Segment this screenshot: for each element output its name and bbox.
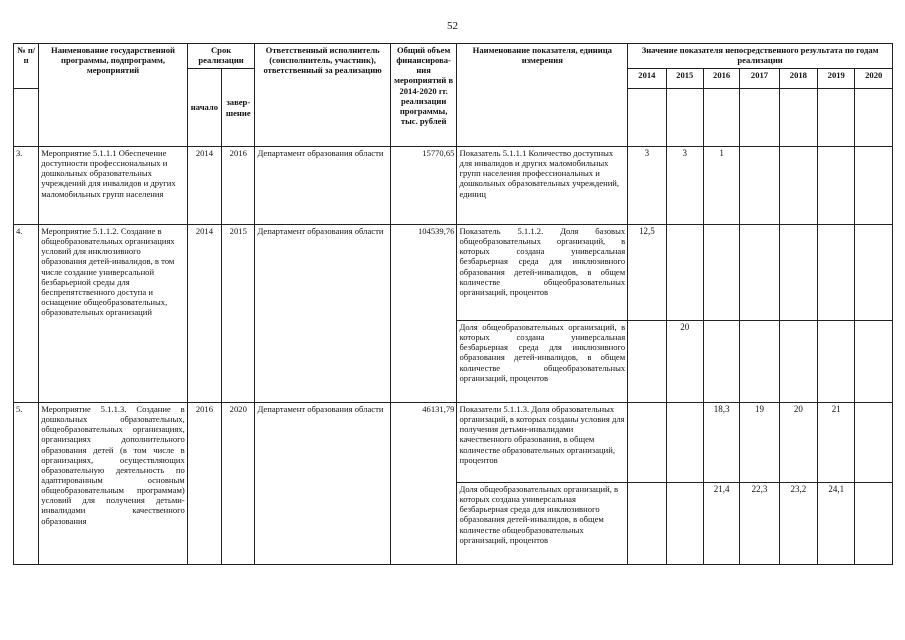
indicator-text: Доля общеобразовательных организаций, в которых создана универсальная безбарьерная среда для инклюзивного образования детей-инвалидов, в общем количестве общеобразовательных организаций, процентов	[457, 321, 628, 403]
measure-name: Мероприятие 5.1.1.3. Создание в дошкольных образовательных, общеобразовательных организациях, организациях дополнительного образования детей (в том числе в организациях, осуществляющих образовательную деятельность по адаптированным основным общеобразовательным программам) условий для получения детьми-инвалидами качественного образования	[39, 403, 188, 565]
indicator-text: Доля общеобразовательных организаций, в которых создана универсальная безбарьерная среда для инклюзивного образования детей-инвалидов, в общем количестве общеобразовательных организаций, процентов	[457, 483, 628, 565]
value-cell: 3	[666, 147, 703, 225]
end-year: 2020	[222, 403, 255, 565]
end-year: 2015	[222, 225, 255, 403]
row-number: 5.	[14, 403, 39, 565]
value-cell	[779, 321, 817, 403]
header-values-title: Значение показателя непосредственного результата по годам реализации	[628, 44, 893, 69]
indicator-text: Показатель 5.1.1.2. Доля базовых общеобразовательных организаций, в которых создана универсальная безбарьерная среда для инклюзивного образования детей-инвалидов, в общем количестве общеобразовательных организаций, процентов	[457, 225, 628, 321]
measure-name: Мероприятие 5.1.1.1 Обеспечение доступности профессиональных и дошкольных образовательных учреждений для инвалидов и других маломобильных групп населения	[39, 147, 188, 225]
header-indicator: Наименование показателя, единица измерения	[457, 44, 628, 147]
header-year: 2015	[666, 69, 703, 89]
header-term: Срок реализации	[187, 44, 255, 69]
header-year: 2017	[740, 69, 779, 89]
header-year-spacer	[779, 89, 817, 147]
funding-volume: 104539,76	[390, 225, 457, 403]
value-cell: 21,4	[703, 483, 739, 565]
value-cell	[818, 225, 855, 321]
header-year: 2018	[779, 69, 817, 89]
header-year-spacer	[818, 89, 855, 147]
value-cell	[740, 321, 779, 403]
row-number: 3.	[14, 147, 39, 225]
value-cell: 18,3	[703, 403, 739, 483]
value-cell	[818, 147, 855, 225]
header-year: 2020	[855, 69, 893, 89]
value-cell	[855, 403, 893, 483]
value-cell	[666, 225, 703, 321]
header-start: начало	[187, 69, 221, 147]
value-cell	[666, 483, 703, 565]
header-volume: Общий объем финансирова-ния мероприятий в 2014-2020 гг. реализации программы, тыс. рублей	[390, 44, 457, 147]
end-year: 2016	[222, 147, 255, 225]
value-cell	[628, 483, 666, 565]
header-responsible: Ответственный исполнитель (соисполнитель, участник), ответственный за реализацию	[255, 44, 390, 147]
measure-name: Мероприятие 5.1.1.2. Создание в общеобразовательных организациях условий для инклюзивного образования детей-инвалидов, в том числе создание универсальной безбарьерной среды для беспрепятственного доступа и оснащение общеобразовательных, образовательных организаций	[39, 225, 188, 403]
value-cell	[855, 225, 893, 321]
value-cell	[779, 147, 817, 225]
header-year-spacer	[740, 89, 779, 147]
value-cell: 21	[818, 403, 855, 483]
header-year: 2016	[703, 69, 739, 89]
value-cell: 24,1	[818, 483, 855, 565]
value-cell: 12,5	[628, 225, 666, 321]
value-cell: 22,3	[740, 483, 779, 565]
value-cell	[628, 321, 666, 403]
value-cell	[818, 321, 855, 403]
header-no: № п/п	[14, 44, 39, 89]
responsible: Департамент образования области	[255, 225, 390, 403]
header-year-spacer	[703, 89, 739, 147]
table-row	[14, 147, 893, 225]
value-cell	[855, 147, 893, 225]
value-cell	[855, 321, 893, 403]
funding-volume: 15770,65	[390, 147, 457, 225]
value-cell: 1	[703, 147, 739, 225]
indicator-text: Показатель 5.1.1.1 Количество доступных для инвалидов и других маломобильных групп населения профессиональных и дошкольных образовательных учреждений, единиц	[457, 147, 628, 225]
value-cell	[703, 225, 739, 321]
header-end: завер-шение	[222, 69, 255, 147]
row-number: 4.	[14, 225, 39, 403]
value-cell	[628, 403, 666, 483]
value-cell	[740, 225, 779, 321]
header-name: Наименование государственной программы, подпрограмм, мероприятий	[39, 44, 188, 147]
value-cell: 20	[666, 321, 703, 403]
header-year: 2019	[818, 69, 855, 89]
start-year: 2014	[187, 147, 221, 225]
table-row	[14, 403, 893, 483]
responsible: Департамент образования области	[255, 147, 390, 225]
start-year: 2016	[187, 403, 221, 565]
indicator-text: Показатели 5.1.1.3. Доля образовательных организаций, в которых созданы условия для получения детьми-инвалидами качественного образования, в общем количестве образовательных организаций, процентов	[457, 403, 628, 483]
value-cell: 20	[779, 403, 817, 483]
header-no-spacer	[14, 89, 39, 147]
start-year: 2014	[187, 225, 221, 403]
table-row	[14, 225, 893, 321]
header-year-spacer	[666, 89, 703, 147]
value-cell: 23,2	[779, 483, 817, 565]
value-cell	[666, 403, 703, 483]
program-table	[13, 43, 893, 565]
value-cell	[855, 483, 893, 565]
value-cell: 3	[628, 147, 666, 225]
value-cell	[779, 225, 817, 321]
value-cell: 19	[740, 403, 779, 483]
value-cell	[703, 321, 739, 403]
funding-volume: 46131,79	[390, 403, 457, 565]
header-year: 2014	[628, 69, 666, 89]
header-year-spacer	[855, 89, 893, 147]
page-number: 52	[447, 20, 458, 32]
value-cell	[740, 147, 779, 225]
responsible: Департамент образования области	[255, 403, 390, 565]
header-year-spacer	[628, 89, 666, 147]
